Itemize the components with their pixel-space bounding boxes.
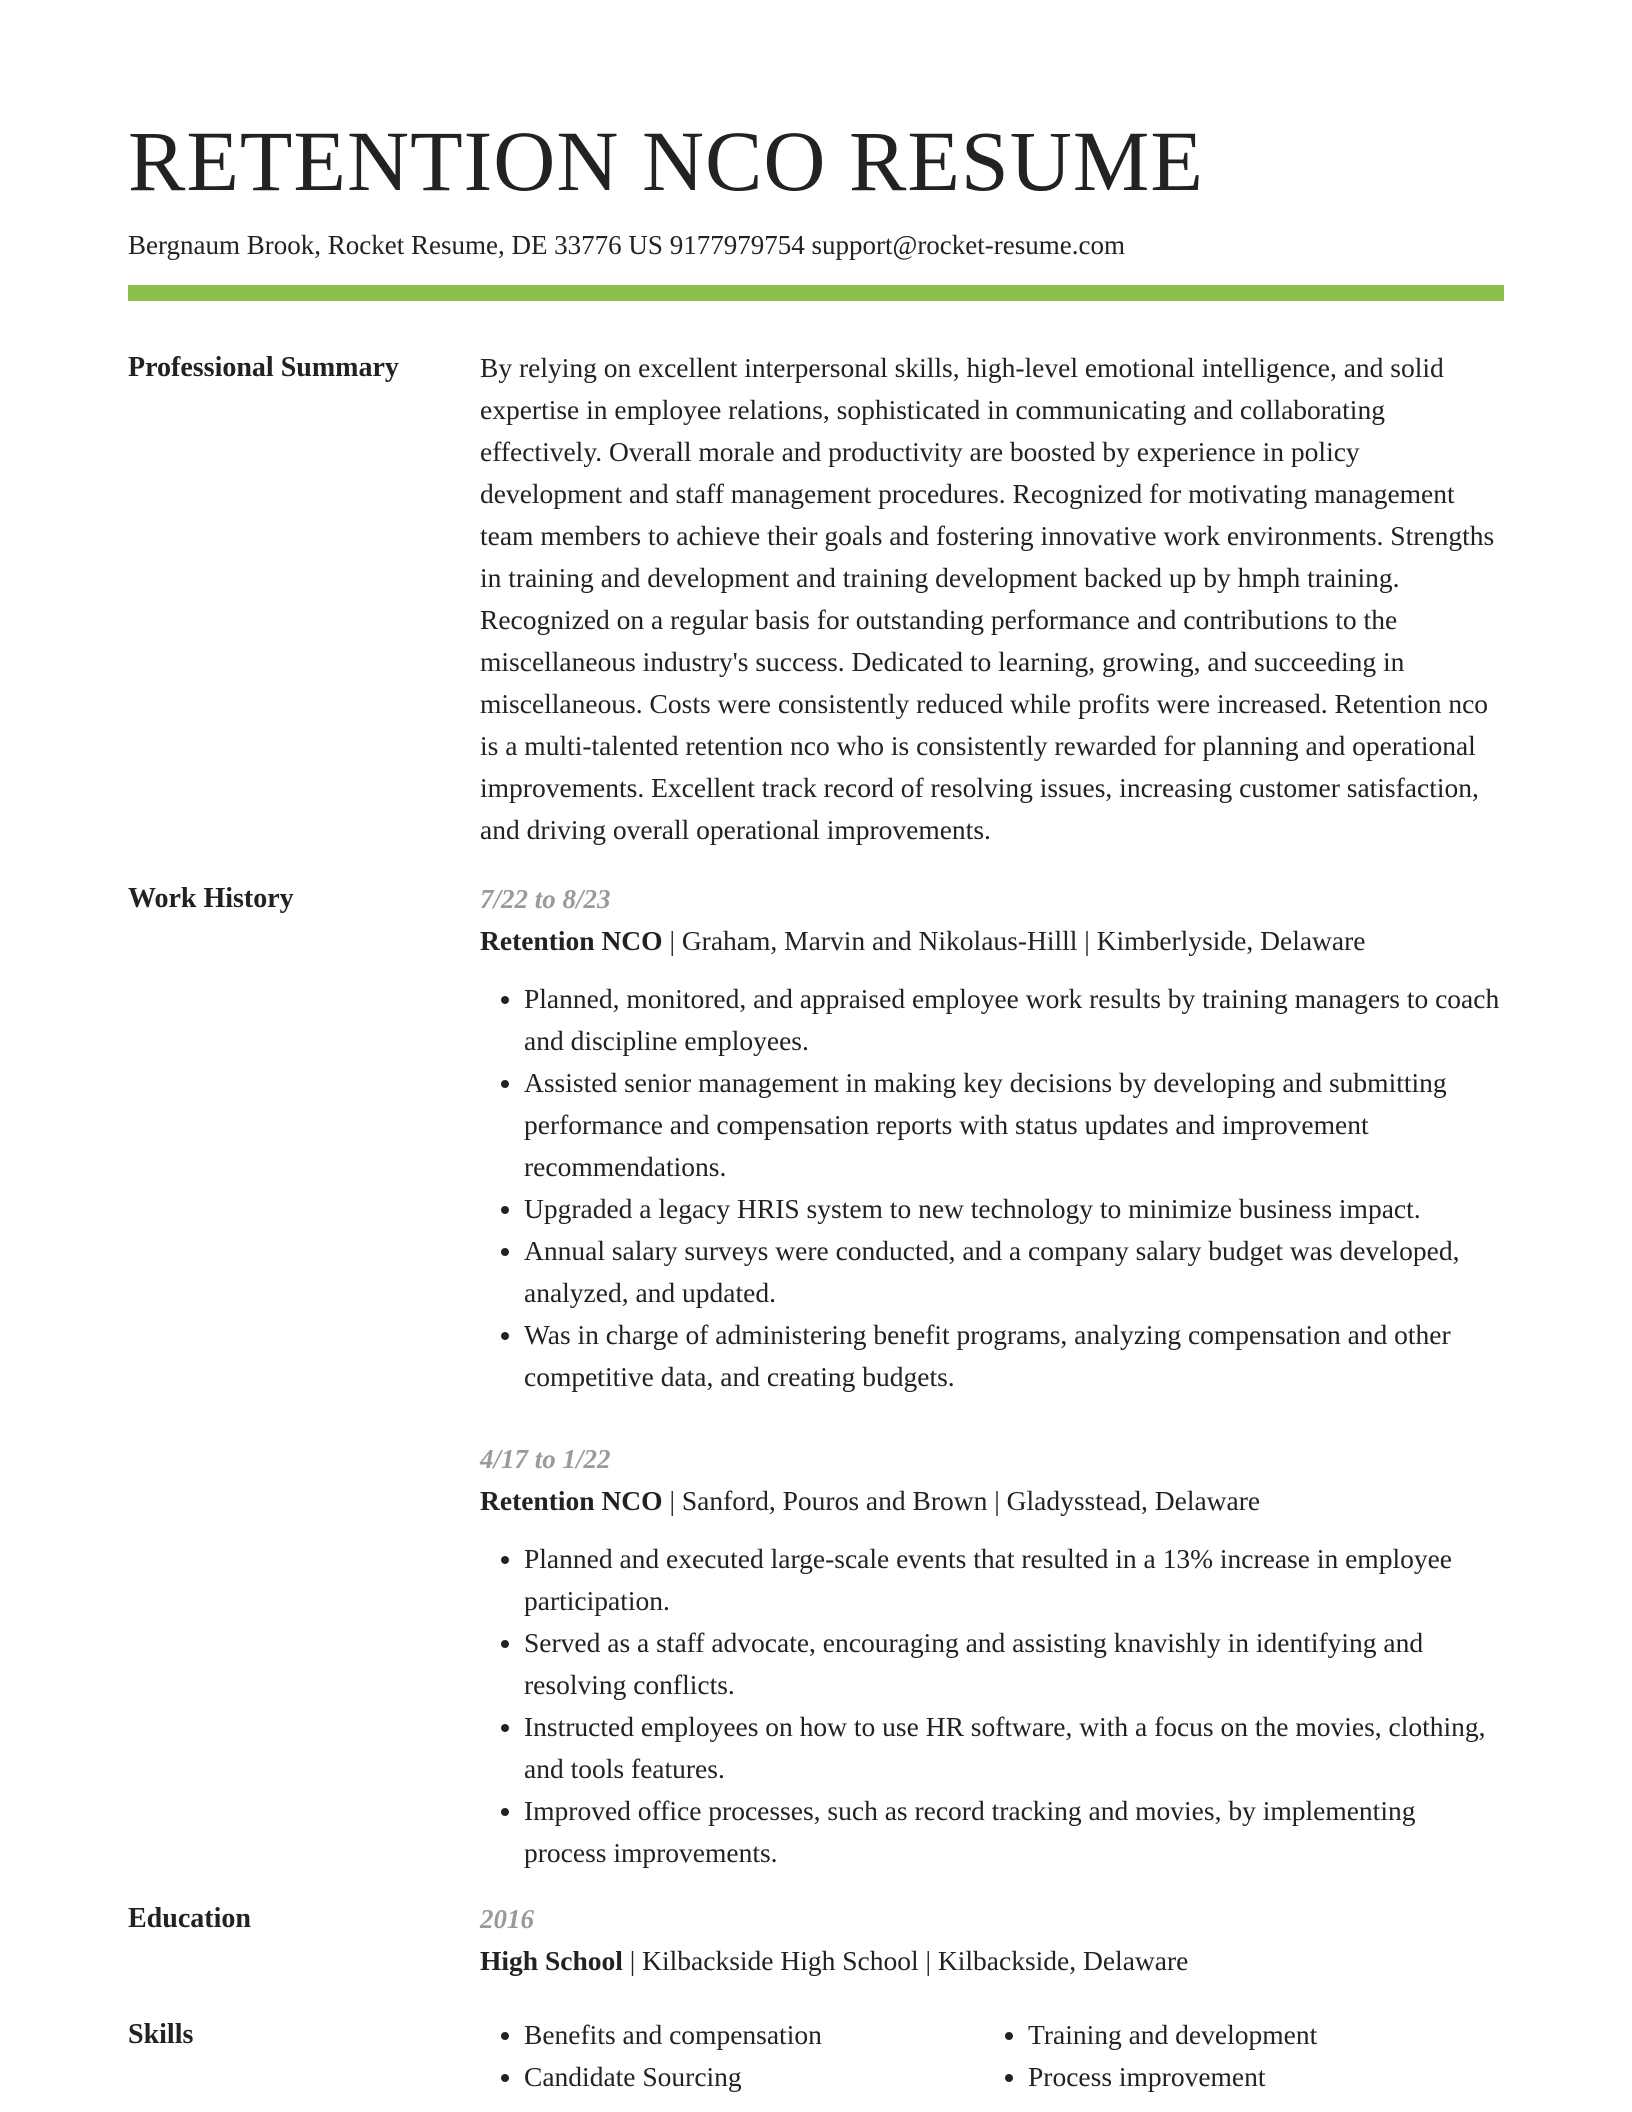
contact-line: Bergnaum Brook, Rocket Resume, DE 33776 US 9177979754 support@rocket-resume.com bbox=[128, 230, 1125, 260]
education-details: | Kilbackside High School | Kilbackside, Delaware bbox=[622, 1945, 1189, 1976]
section-label-skills: Skills bbox=[128, 2019, 194, 2050]
accent-divider bbox=[128, 285, 1504, 301]
section-label-work-history: Work History bbox=[128, 883, 294, 914]
list-item: • Planned, monitored, and appraised employee work results by training managers to coach and discipline employees. bbox=[524, 978, 1504, 1062]
job-entry bbox=[480, 1438, 1504, 1874]
summary-body bbox=[480, 347, 1504, 851]
list-item: • Annual salary surveys were conducted, and a company salary budget was developed, analyzed, and updated. bbox=[524, 1230, 1504, 1314]
job-bullets bbox=[480, 1538, 1504, 1874]
job-details: | Graham, Marvin and Nikolaus-Hilll | Kimberlyside, Delaware bbox=[662, 925, 1366, 956]
job-role: Retention NCO bbox=[480, 1485, 663, 1516]
resume-title: RETENTION NCO RESUME bbox=[128, 113, 1204, 209]
skills-list-left bbox=[480, 2014, 984, 2098]
list-item: • Was in charge of administering benefit programs, analyzing compensation and other competitive data, and creating budgets. bbox=[524, 1314, 1504, 1398]
job-details: | Sanford, Pouros and Brown | Gladysstead, Delaware bbox=[662, 1485, 1261, 1516]
list-item: • Assisted senior management in making key decisions by developing and submitting performance and compensation reports with status updates and improvement recommendations. bbox=[524, 1062, 1504, 1188]
education-line bbox=[480, 1940, 1504, 1982]
summary-text: By relying on excellent interpersonal skills, high-level emotional intelligence, and solid expertise in employee relations, sophisticated in communicating and collaborating effectively. Overall morale and productivity are boosted by experience in policy development and staff management procedures. Recognized for motivating management team members to achieve their goals and fostering innovative work environments. Strengths in training and development and training development backed up by hmph training. Recognized on a regular basis for outstanding performance and contributions to the miscellaneous industry's success. Dedicated to learning, growing, and succeeding in miscellaneous. Costs were consistently reduced while profits were increased. Retention nco is a multi-talented retention nco who is consistently rewarded for planning and operational improvements. Excellent track record of resolving issues, increasing customer satisfaction, and driving overall operational improvements. bbox=[480, 352, 1495, 845]
education-body bbox=[480, 1898, 1504, 1982]
list-item: • Upgraded a legacy HRIS system to new technology to minimize business impact. bbox=[524, 1188, 1504, 1230]
skills-columns bbox=[480, 2014, 1504, 2098]
list-item: • Instructed employees on how to use HR software, with a focus on the movies, clothing, and tools features. bbox=[524, 1706, 1504, 1790]
job-bullets bbox=[480, 978, 1504, 1398]
job-entry bbox=[480, 878, 1504, 1398]
work-history-body bbox=[480, 878, 1504, 1874]
list-item: • Served as a staff advocate, encouraging and assisting knavishly in identifying and resolving conflicts. bbox=[524, 1622, 1504, 1706]
section-label-education: Education bbox=[128, 1903, 251, 1934]
resume-header bbox=[128, 113, 1504, 263]
skill-item: • Candidate Sourcing bbox=[524, 2056, 984, 2098]
job-dates: 4/17 to 1/22 bbox=[480, 1444, 611, 1474]
skill-item: • Process improvement bbox=[1028, 2056, 1488, 2098]
job-role: Retention NCO bbox=[480, 925, 663, 956]
skill-item: • Benefits and compensation bbox=[524, 2014, 984, 2056]
job-dates: 7/22 to 8/23 bbox=[480, 884, 611, 914]
skills-body bbox=[480, 2014, 1504, 2098]
list-item: • Improved office processes, such as record tracking and movies, by implementing process improvements. bbox=[524, 1790, 1504, 1874]
job-title-line bbox=[480, 1480, 1504, 1522]
education-degree: High School bbox=[480, 1945, 623, 1976]
section-label-summary: Professional Summary bbox=[128, 352, 399, 383]
education-year: 2016 bbox=[480, 1904, 534, 1934]
list-item: • Planned and executed large-scale events that resulted in a 13% increase in employee participation. bbox=[524, 1538, 1504, 1622]
job-title-line bbox=[480, 920, 1504, 962]
skill-item: • Training and development bbox=[1028, 2014, 1488, 2056]
skills-list-right bbox=[984, 2014, 1488, 2098]
